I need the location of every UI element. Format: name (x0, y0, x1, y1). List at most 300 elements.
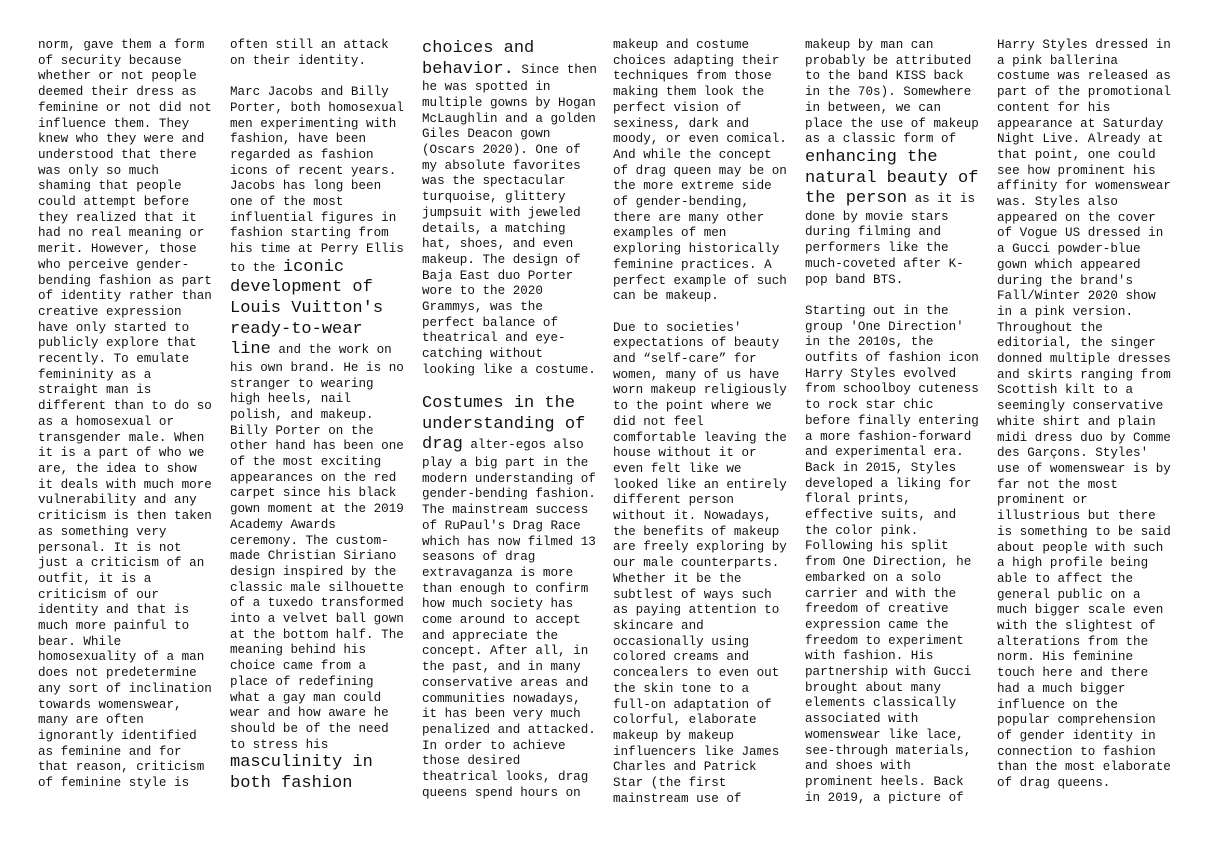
body-line: even felt like we (613, 461, 742, 476)
body-phrase: alter-egos also (462, 438, 584, 453)
body-line: affinity for womenswear (997, 179, 1171, 194)
body-line: criticism is then taken (38, 509, 212, 524)
text-column-2 (230, 38, 404, 795)
body-line: able to affect the (997, 571, 1134, 586)
body-line: gender-bending fashion. (422, 487, 596, 502)
body-line: full-on adaptation of (613, 697, 772, 712)
body-line: mainstream use of (613, 791, 742, 806)
body-line: influential figures in (230, 210, 397, 225)
body-line: perfect example of such (613, 273, 787, 288)
body-line: influence on the (997, 697, 1118, 712)
mixed-line (422, 60, 597, 81)
body-line: much bigger scale even (997, 603, 1164, 618)
body-line: of the most exciting (230, 455, 382, 470)
body-line: of feminine style is (38, 776, 190, 791)
body-line: penalized and attacked. (422, 722, 596, 737)
body-line: wore to the 2020 (422, 284, 543, 299)
body-line: a pink ballerina (997, 53, 1118, 68)
body-line: women, many of us have (613, 367, 780, 382)
body-line: to the band KISS back (805, 69, 964, 84)
body-line: ignorantly identified (38, 728, 197, 743)
body-line: those desired (422, 754, 521, 769)
body-line: catching without (422, 347, 543, 362)
emphasis-line: Louis Vuitton's (230, 299, 384, 319)
mixed-line (805, 189, 979, 210)
body-line: how much society has (422, 597, 574, 612)
body-line: play a big part in the (422, 456, 589, 471)
body-line: performers like the (805, 241, 949, 256)
body-line: in the 70s). Somewhere (805, 85, 972, 100)
body-line: makeup by makeup (613, 728, 734, 743)
body-line: touch here and there (997, 666, 1149, 681)
body-line: there are many other (613, 210, 765, 225)
body-line: in between, we can (805, 100, 942, 115)
mixed-line (422, 435, 597, 456)
body-line: floral prints, (805, 492, 911, 507)
text-column-6 (997, 38, 1171, 792)
body-line: subtlest of ways such (613, 587, 772, 602)
body-line: before finally entering (805, 413, 979, 428)
text-column-4 (613, 38, 787, 807)
body-line: of gender-bending, (613, 195, 750, 210)
body-line: of identity rather than (38, 289, 212, 304)
emphasis-line: both fashion (230, 773, 353, 793)
body-line: place of redefining (230, 674, 374, 689)
body-line: Scottish kilt to a (997, 383, 1134, 398)
body-line: deemed their dress as (38, 85, 197, 100)
body-line: costume was released as (997, 69, 1171, 84)
body-line: influence them. They (38, 116, 190, 131)
body-line: Harry Styles dressed in (997, 38, 1171, 52)
body-line: (Oscars 2020). One of (422, 143, 581, 157)
body-line: McLaughlin and a golden (422, 111, 596, 126)
body-line: during the brand's (997, 273, 1134, 288)
body-line: Fall/Winter 2020 show (997, 289, 1156, 304)
body-line: far not the most (997, 477, 1118, 492)
emphasis-line: masculinity in (230, 753, 373, 773)
body-line: creative expression (38, 304, 182, 319)
body-line: of drag queen may be on (613, 163, 787, 178)
body-line: the past, and in many (422, 660, 581, 675)
body-line: can be makeup. (613, 289, 719, 304)
body-phrase: as it is (907, 192, 976, 207)
body-line: of Vogue US dressed in (997, 226, 1164, 241)
body-line: making them look the (613, 85, 765, 100)
body-line: probably be attributed (805, 53, 972, 68)
body-line: and shoes with (805, 759, 911, 774)
body-line: much-coveted after K- (805, 256, 964, 271)
body-line: concealers to even out (613, 666, 780, 681)
body-line: des Garçons. Styles' (997, 446, 1149, 461)
body-line: any sort of inclination (38, 681, 212, 696)
body-line: techniques from those (613, 69, 772, 84)
body-line: see-through materials, (805, 743, 972, 758)
body-line: Charles and Patrick (613, 760, 757, 775)
mixed-line (230, 340, 404, 361)
body-line: bear. While (38, 634, 122, 649)
body-line: straight man is (38, 383, 152, 398)
body-line: Star (the first (613, 776, 727, 791)
body-line: at the bottom half. The (230, 627, 404, 642)
body-line: Porter, both homosexual (230, 100, 404, 115)
body-line: part of the promotional (997, 85, 1171, 100)
body-line: seasons of drag (422, 550, 536, 565)
body-line: embarked on a solo (805, 570, 942, 585)
body-line: as something very (38, 524, 167, 539)
body-line: influencers like James (613, 744, 780, 759)
body-line: it is a part of who we (38, 446, 205, 461)
body-line: was. Styles also (997, 195, 1118, 210)
body-line: he was spotted in (422, 80, 551, 95)
body-line: our male counterparts. (613, 556, 780, 571)
body-line: without it. Nowadays, (613, 509, 772, 524)
body-line: and “self-care” for (613, 352, 757, 367)
body-line: womenswear like lace, (805, 727, 964, 742)
body-line: Harry Styles evolved (805, 366, 957, 381)
body-line: to stress his (230, 737, 329, 752)
emphasis-phrase: behavior. (422, 59, 514, 79)
body-line: colorful, elaborate (613, 713, 757, 728)
body-line: Following his split (805, 539, 949, 554)
body-line: Billy Porter on the (230, 423, 374, 438)
body-line: other hand has been one (230, 439, 404, 454)
body-line: turquoise, glittery (422, 190, 566, 205)
body-line: that point, one could (997, 147, 1156, 162)
body-line: one of the most (230, 195, 344, 210)
body-line: use of womenswear is by (997, 461, 1171, 476)
body-line: editorial, the singer (997, 336, 1156, 351)
body-line: pop band BTS. (805, 272, 904, 287)
body-line: Grammys, was the (422, 300, 543, 315)
body-line: they realized that it (38, 210, 197, 225)
emphasis-line: understanding of (422, 414, 586, 434)
body-line: jumpsuit with jeweled (422, 205, 581, 220)
body-line: communities nowadays, (422, 691, 581, 706)
body-line: knew who they were and (38, 132, 205, 147)
body-line: men experimenting with (230, 116, 397, 131)
body-line: expression came the (805, 617, 949, 632)
body-line: than enough to confirm (422, 581, 589, 596)
body-line: to the point where we (613, 399, 772, 414)
body-line: Whether it be the (613, 571, 742, 586)
body-line: classic male silhouette (230, 580, 404, 595)
body-line: makeup by man can (805, 38, 934, 52)
body-line: to rock star chic (805, 398, 934, 413)
body-line: content for his (997, 100, 1111, 115)
body-line: In order to achieve (422, 738, 566, 753)
body-line: about people with such (997, 540, 1164, 555)
body-line: effective suits, and (805, 508, 957, 523)
emphasis-phrase: the person (805, 189, 908, 209)
body-line: in a pink version. (997, 304, 1134, 319)
emphasis-line: Costumes in the (422, 394, 576, 414)
body-line: than the most elaborate (997, 760, 1171, 775)
body-line: wear and how aware he (230, 706, 389, 721)
body-line: meaning behind his (230, 643, 367, 658)
body-line: house without it or (613, 446, 757, 461)
body-line: was the spectacular (422, 174, 566, 189)
body-line: freedom of creative (805, 602, 949, 617)
body-line: Jacobs has long been (230, 179, 382, 194)
body-line: And while the concept (613, 147, 772, 162)
body-line: done by movie stars (805, 209, 949, 224)
body-line: popular comprehension (997, 713, 1156, 728)
body-line: of RuPaul's Drag Race (422, 518, 581, 533)
body-line: feminine or not did not (38, 100, 212, 115)
body-phrase: and the work on (270, 343, 392, 358)
paragraph-gap (805, 288, 979, 304)
body-line: and experimental era. (805, 445, 964, 460)
body-line: exploring historically (613, 242, 780, 257)
body-line: Throughout the (997, 320, 1103, 335)
body-line: a Gucci powder-blue (997, 242, 1141, 257)
body-line: place the use of makeup (805, 116, 979, 131)
emphasis-line: choices and (422, 39, 535, 58)
body-line: during filming and (805, 225, 942, 240)
body-line: connection to fashion (997, 744, 1156, 759)
body-line: conservative areas and (422, 675, 589, 690)
mixed-line (230, 258, 404, 279)
body-line: it deals with much more (38, 477, 212, 492)
body-line: outfit, it is a (38, 571, 152, 586)
body-line: regarded as fashion (230, 147, 374, 162)
body-line: carpet since his black (230, 486, 397, 501)
body-line: homosexuality of a man (38, 650, 205, 665)
body-line: a high profile being (997, 556, 1149, 571)
body-line: choices adapting their (613, 53, 780, 68)
body-line: transgender male. When (38, 430, 205, 445)
body-line: of a tuxedo transformed (230, 596, 404, 611)
body-line: hat, shoes, and even (422, 237, 574, 252)
body-line: and appreciate the (422, 628, 559, 643)
body-line: in the 2010s, the (805, 335, 934, 350)
body-line: of security because (38, 53, 182, 68)
text-column-1 (38, 38, 212, 792)
body-line: bending fashion as part (38, 273, 212, 288)
body-line: see how prominent his (997, 163, 1156, 178)
body-line: merit. However, those (38, 242, 197, 257)
body-line: publicly explore that (38, 336, 197, 351)
body-line: choice came from a (230, 659, 367, 674)
body-line: multiple gowns by Hogan (422, 95, 596, 110)
body-line: makeup. The design of (422, 252, 581, 267)
emphasis-line: development of (230, 278, 373, 298)
paragraph-gap (230, 69, 404, 85)
body-line: from One Direction, he (805, 555, 972, 570)
body-line: perfect balance of (422, 315, 559, 330)
body-line: different person (613, 493, 734, 508)
body-line: details, a matching (422, 221, 566, 236)
body-line: with fashion. His (805, 649, 934, 664)
body-line: gown moment at the 2019 (230, 502, 404, 517)
emphasis-line: ready-to-wear (230, 319, 363, 339)
paragraph-gap (613, 305, 787, 321)
body-line: many are often (38, 713, 144, 728)
body-line: perfect vision of (613, 100, 742, 115)
body-line: illustrious but there (997, 509, 1156, 524)
body-line: Due to societies' (613, 320, 742, 335)
body-line: could attempt before (38, 195, 190, 210)
body-line: norm, gave them a form (38, 38, 205, 52)
body-line: identity and that is (38, 603, 190, 618)
body-line: Night Live. Already at (997, 132, 1164, 147)
body-line: what a gay man could (230, 690, 382, 705)
body-line: moody, or even comical. (613, 132, 787, 147)
body-line: which has now filmed 13 (422, 534, 596, 549)
text-column-3 (422, 39, 597, 801)
emphasis-phrase: drag (422, 435, 463, 455)
body-line: modern understanding of (422, 471, 596, 486)
body-line: partnership with Gucci (805, 665, 972, 680)
body-line: come around to accept (422, 613, 581, 628)
body-line: recently. To emulate (38, 352, 190, 367)
body-line: of gender identity in (997, 728, 1156, 743)
body-line: fashion starting from (230, 226, 389, 241)
emphasis-line: enhancing the (805, 147, 938, 167)
body-line: concept. After all, in (422, 644, 589, 659)
body-line: have only started to (38, 320, 190, 335)
body-line: feminine practices. A (613, 257, 772, 272)
body-phrase: to the (230, 260, 283, 275)
body-line: ceremony. The custom- (230, 533, 389, 548)
body-line: as feminine and for (38, 744, 182, 759)
body-line: made Christian Siriano (230, 549, 397, 564)
body-line: appeared on the cover (997, 210, 1156, 225)
body-line: The mainstream success (422, 503, 589, 518)
body-line: was only so much (38, 163, 159, 178)
body-line: on their identity. (230, 53, 367, 68)
body-line: white shirt and plain (997, 414, 1156, 429)
body-line: Back in 2015, Styles (805, 460, 957, 475)
body-line: theatrical looks, drag (422, 770, 589, 785)
body-line: Giles Deacon gown (422, 127, 551, 142)
body-line: is something to be said (997, 524, 1171, 539)
body-line: of drag queens. (997, 776, 1111, 791)
body-line: as paying attention to (613, 603, 780, 618)
emphasis-phrase: iconic (282, 257, 345, 277)
body-line: different than to do so (38, 399, 212, 414)
body-line: often still an attack (230, 38, 389, 52)
body-line: who perceive gender- (38, 257, 190, 272)
body-line: had a much bigger (997, 681, 1126, 696)
body-line: just a criticism of an (38, 556, 205, 571)
body-line: Baja East duo Porter (422, 268, 574, 283)
body-line: expectations of beauty (613, 336, 780, 351)
body-line: as a homosexual or (38, 414, 175, 429)
body-line: with the slightest of (997, 619, 1156, 634)
body-line: Starting out in the (805, 303, 949, 318)
body-line: does not predetermine (38, 666, 197, 681)
body-line: colored creams and (613, 650, 750, 665)
body-line: had no real meaning or (38, 226, 205, 241)
body-line: personal. It is not (38, 540, 182, 555)
body-line: worn makeup religiously (613, 383, 787, 398)
body-line: queens spend hours on (422, 785, 581, 800)
body-line: elements classically (805, 696, 957, 711)
body-line: stranger to wearing (230, 376, 374, 391)
body-line: understood that there (38, 147, 197, 162)
body-line: criticism of our (38, 587, 159, 602)
body-line: brought about many (805, 680, 942, 695)
body-line: skincare and (613, 619, 704, 633)
body-line: a more fashion-forward (805, 429, 972, 444)
body-line: appearance at Saturday (997, 116, 1164, 131)
body-phrase: Since then (513, 62, 597, 77)
body-line: vulnerability and any (38, 493, 197, 508)
body-line: it has been very much (422, 707, 581, 722)
body-line: seemingly conservative (997, 399, 1164, 414)
body-line: makeup and costume (613, 38, 750, 52)
body-line: sexiness, dark and (613, 116, 750, 131)
body-line: icons of recent years. (230, 163, 397, 178)
body-line: are freely exploring by (613, 540, 787, 555)
body-line: norm. His feminine (997, 650, 1134, 665)
body-line: midi dress duo by Comme (997, 430, 1171, 445)
body-line: looked like an entirely (613, 477, 787, 492)
body-line: much more painful to (38, 619, 190, 634)
body-line: my absolute favorites (422, 158, 581, 173)
body-line: shaming that people (38, 179, 182, 194)
emphasis-phrase: line (230, 340, 271, 360)
body-line: developed a liking for (805, 476, 972, 491)
body-line: towards womenswear, (38, 697, 182, 712)
body-line: extravaganza is more (422, 565, 574, 580)
body-line: general public on a (997, 587, 1141, 602)
body-line: as a classic form of (805, 132, 957, 147)
body-line: and skirts ranging from (997, 367, 1171, 382)
body-line: occasionally using (613, 634, 750, 649)
body-line: alterations from the (997, 634, 1149, 649)
body-line: freedom to experiment (805, 633, 964, 648)
body-line: into a velvet ball gown (230, 612, 404, 627)
body-line: should be of the need (230, 721, 389, 736)
body-line: in 2019, a picture of (805, 790, 964, 805)
text-column-5 (805, 38, 979, 806)
body-line: associated with (805, 712, 919, 727)
paragraph-gap (422, 379, 597, 395)
body-line: design inspired by the (230, 564, 397, 579)
body-line: his time at Perry Ellis (230, 242, 404, 257)
body-line: looking like a costume. (422, 362, 596, 377)
body-line: gown which appeared (997, 257, 1141, 272)
body-line: from schoolboy cuteness (805, 382, 979, 397)
body-line: outfits of fashion icon (805, 351, 979, 366)
body-line: the more extreme side (613, 179, 772, 194)
body-line: comfortable leaving the (613, 430, 787, 445)
body-line: carrier and with the (805, 586, 957, 601)
body-line: Academy Awards (230, 517, 336, 532)
body-line: the color pink. (805, 523, 919, 538)
body-line: Marc Jacobs and Billy (230, 85, 389, 100)
body-line: group 'One Direction' (805, 319, 964, 334)
body-line: theatrical and eye- (422, 331, 566, 346)
body-line: donned multiple dresses (997, 352, 1171, 367)
body-line: fashion, have been (230, 132, 367, 147)
body-line: prominent or (997, 493, 1088, 508)
body-line: whether or not people (38, 69, 197, 84)
body-line: prominent heels. Back (805, 775, 964, 789)
body-line: did not feel (613, 414, 704, 429)
body-line: that reason, criticism (38, 760, 205, 775)
body-line: high heels, nail (230, 392, 351, 407)
body-line: examples of men (613, 226, 727, 241)
body-line: appearances on the red (230, 470, 397, 485)
body-line: femininity as a (38, 367, 152, 382)
body-line: the skin tone to a (613, 681, 750, 696)
body-line: the benefits of makeup (613, 524, 780, 539)
body-line: polish, and makeup. (230, 407, 374, 422)
body-line: his own brand. He is no (230, 360, 404, 375)
